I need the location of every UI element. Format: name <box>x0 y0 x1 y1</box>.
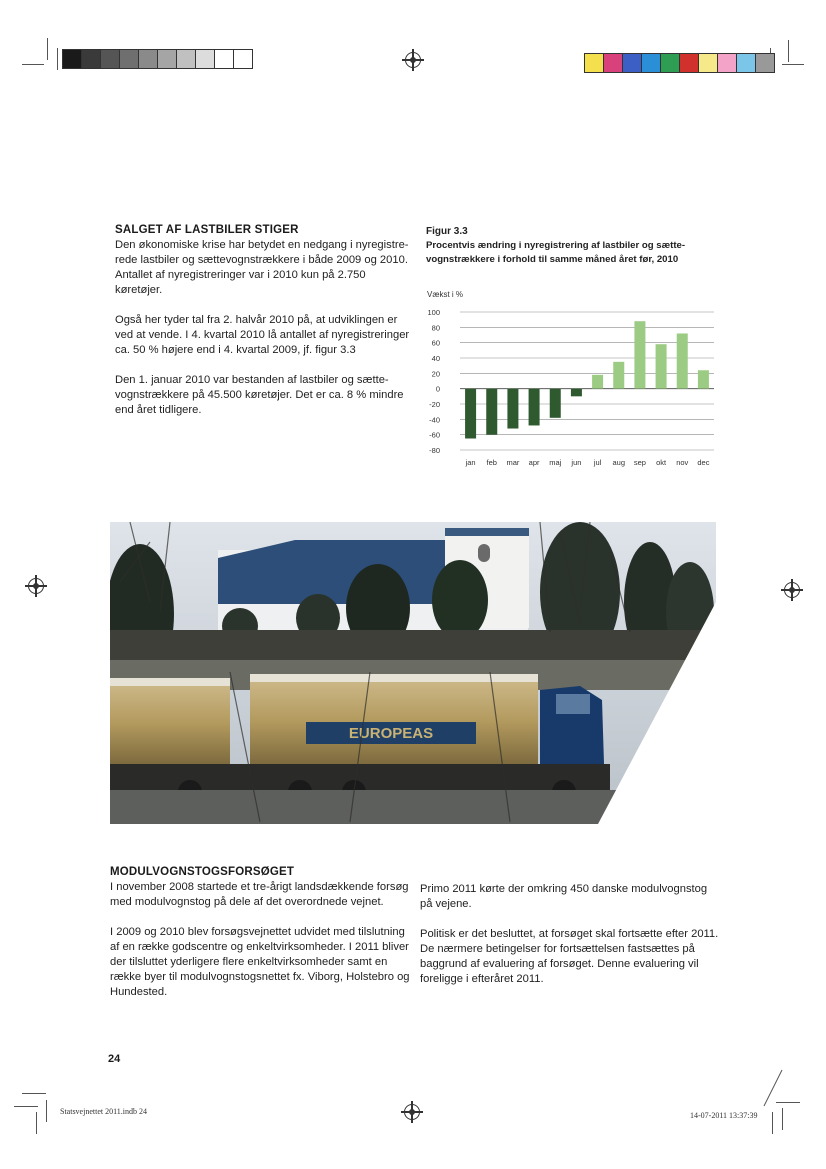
registration-mark-icon <box>404 1104 420 1120</box>
bar-feb <box>486 389 497 435</box>
color-swatch <box>604 54 623 72</box>
x-tick-label: jan <box>465 458 476 467</box>
color-swatch <box>196 50 215 68</box>
caption-line: Procentvis ændring i nyregistrering af lastbiler og sætte- <box>426 240 686 251</box>
bar-nov <box>677 333 688 388</box>
x-tick-label: feb <box>486 458 497 467</box>
y-tick-label: -40 <box>429 415 440 425</box>
text-line: end året tidligere. <box>115 404 202 416</box>
color-swatch <box>756 54 774 72</box>
x-tick-label: mar <box>506 458 520 467</box>
crop-mark <box>14 1106 38 1107</box>
x-tick-label: jul <box>593 458 602 467</box>
x-tick-label: maj <box>549 458 562 467</box>
x-tick-labels <box>465 458 710 467</box>
y-tick-label: -20 <box>429 400 440 409</box>
color-swatch <box>234 50 252 68</box>
crop-mark <box>782 1108 783 1130</box>
text-line: rede lastbiler og sættevognstrækkere i både 2009 og 2010. <box>115 254 408 266</box>
color-swatch <box>215 50 234 68</box>
text-line: Den økonomiske krise har betydet en nedgang i nyregistre- <box>115 239 409 251</box>
crop-mark <box>22 1093 46 1094</box>
text-line: af en række godscentre og enkeltvirksomheder. I 2011 bliver <box>110 941 409 953</box>
bar-sep <box>634 321 645 388</box>
bar-dec <box>698 370 709 388</box>
registration-mark-icon <box>784 582 800 598</box>
figure-label: Figur 3.3 <box>426 226 468 237</box>
color-swatch <box>585 54 604 72</box>
color-swatch <box>101 50 120 68</box>
text-line: Den 1. januar 2010 var bestanden af lastbiler og sætte- <box>115 374 389 386</box>
color-swatch <box>177 50 196 68</box>
text-line: Også her tyder tal fra 2. halvår 2010 på, at udviklingen er <box>115 314 398 326</box>
x-tick-label: nov <box>676 458 689 467</box>
bar-jan <box>465 389 476 439</box>
y-tick-labels <box>427 308 440 455</box>
crop-mark <box>782 64 804 65</box>
paragraph <box>115 373 415 418</box>
gray-calibration-strip <box>62 49 253 69</box>
x-tick-label: dec <box>697 458 710 467</box>
paragraph <box>110 925 410 1000</box>
x-tick-label: jun <box>571 458 582 467</box>
color-swatch <box>158 50 177 68</box>
page-number: 24 <box>108 1053 121 1065</box>
color-swatch <box>642 54 661 72</box>
bar-apr <box>529 389 540 426</box>
gridlines <box>460 312 714 450</box>
paragraph <box>420 927 720 987</box>
color-swatch <box>699 54 718 72</box>
text-line: ca. 50 % højere end i 4. kvartal 2009, jf. figur 3.3 <box>115 344 356 356</box>
text-line: med modulvognstog på dele af det overordnede vejnet. <box>110 896 384 908</box>
section-modulvognstog <box>110 866 410 1000</box>
color-swatch <box>661 54 680 72</box>
crop-mark <box>36 1112 37 1134</box>
y-tick-label: 60 <box>431 338 440 348</box>
text-line: baggrund af evaluering af forsøget. Denne evaluering vil <box>420 958 699 970</box>
y-axis-label: Vækst i % <box>427 290 464 299</box>
bar-maj <box>550 389 561 418</box>
bar-jun <box>571 389 582 397</box>
section-heading: SALGET AF LASTBILER STIGER <box>115 224 299 236</box>
paragraph <box>110 880 410 910</box>
registration-mark-icon <box>405 52 421 68</box>
section-heading: MODULVOGNSTOGSFORSØGET <box>110 866 295 878</box>
paragraph <box>115 313 415 358</box>
text-line: der tilsluttet yderligere flere enkeltvirksomheder samt en <box>110 956 388 968</box>
color-calibration-strip <box>584 53 775 73</box>
text-line: ved at vende. I 4. kvartal 2010 lå antallet af nyregistreringer <box>115 329 410 341</box>
text-line: Hundested. <box>110 986 168 998</box>
text-line: på vejene. <box>420 898 472 910</box>
crop-mark <box>46 1100 47 1122</box>
text-line: række byer til modulvognstogsnettet fx. Viborg, Holstebro og <box>110 971 410 983</box>
color-swatch <box>139 50 158 68</box>
bar-aug <box>613 362 624 389</box>
x-tick-label: okt <box>656 458 667 467</box>
bar-jul <box>592 375 603 389</box>
y-tick-label: 80 <box>431 323 440 333</box>
caption-line: vognstrækkere i forhold til samme måned året før, 2010 <box>426 254 679 265</box>
registration-mark-icon <box>28 578 44 594</box>
figure-3-3 <box>426 226 726 267</box>
text-line: Antallet af nyregistreringer var i 2010 kun på 2.750 køretøjer. <box>115 269 366 296</box>
x-tick-label: apr <box>528 458 540 467</box>
x-tick-label: sep <box>633 458 646 467</box>
y-tick-label: 100 <box>427 308 440 317</box>
slug-timestamp: 14-07-2011 13:37:39 <box>690 1111 758 1120</box>
color-swatch <box>120 50 139 68</box>
figure-caption <box>426 239 726 267</box>
y-tick-label: -80 <box>429 446 440 455</box>
text-line: Primo 2011 kørte der omkring 450 danske modulvognstog <box>420 883 708 895</box>
slug-filename: Statsvejnettet 2011.indb 24 <box>60 1107 148 1116</box>
text-line: I november 2008 startede et tre-årigt landsdækkende forsøg <box>110 881 409 893</box>
paragraph <box>420 882 720 912</box>
crop-mark <box>57 48 58 70</box>
text-line: I 2009 og 2010 blev forsøgsvejnettet udvidet med tilslutning <box>110 926 405 938</box>
color-swatch <box>63 50 82 68</box>
bars <box>465 321 709 438</box>
crop-mark <box>47 38 48 60</box>
text-line: foreligge i efteråret 2011. <box>420 973 544 985</box>
y-tick-label: 0 <box>435 384 440 394</box>
y-tick-label: -60 <box>429 430 440 440</box>
crop-mark-diagonal <box>760 1068 784 1108</box>
section-modulvognstog-right <box>420 882 720 987</box>
color-swatch <box>680 54 699 72</box>
photo-church-and-truck <box>110 522 716 824</box>
y-tick-label: 20 <box>431 369 440 379</box>
bar-okt <box>656 344 667 388</box>
section-lastbiler <box>115 224 415 418</box>
crop-mark <box>788 40 789 62</box>
x-tick-label: aug <box>612 458 626 467</box>
text-line: De nærmere betingelser for fortsættelsen fastsættes på <box>420 943 695 955</box>
text-line: vognstrækkere på 45.500 køretøjer. Det er ca. 8 % mindre <box>115 389 404 401</box>
bar-chart <box>424 286 720 472</box>
bar-mar <box>507 389 518 429</box>
crop-mark <box>772 1112 773 1134</box>
photo-illustration <box>110 522 716 824</box>
paragraph <box>115 238 415 298</box>
color-swatch <box>737 54 756 72</box>
truck-lettering: EUROPEAS <box>348 725 434 742</box>
crop-mark <box>22 64 44 65</box>
color-swatch <box>718 54 737 72</box>
y-tick-label: 40 <box>431 354 440 363</box>
text-line: Politisk er det besluttet, at forsøget skal fortsætte efter 2011. <box>420 928 719 940</box>
color-swatch <box>82 50 101 68</box>
color-swatch <box>623 54 642 72</box>
